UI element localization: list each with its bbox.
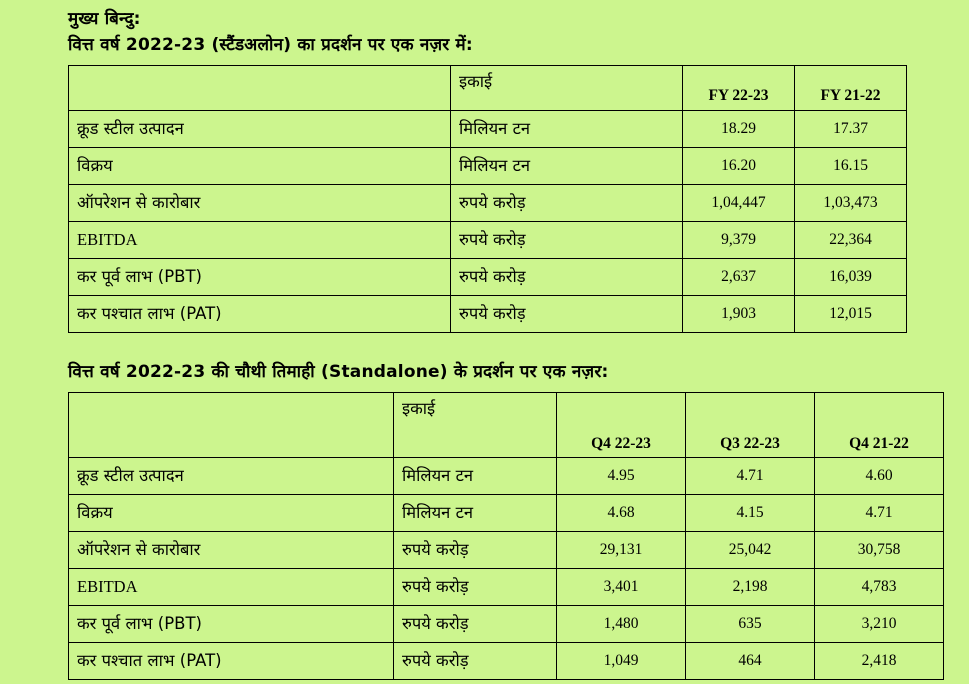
header-fy2122-cell: FY 21-22 [795, 65, 907, 110]
table-header-row [69, 392, 944, 457]
header-q3-2223-cell: Q3 22-23 [686, 392, 815, 457]
row-value-q4-2223: 4.95 [557, 457, 686, 494]
table-row [69, 221, 907, 258]
row-label: EBITDA [69, 221, 451, 258]
row-label: ऑपरेशन से कारोबार [69, 184, 451, 221]
row-unit: मिलियन टन [394, 494, 557, 531]
row-unit: मिलियन टन [451, 147, 683, 184]
row-value-fy2122: 16,039 [795, 258, 907, 295]
quarter-section-subtitle: वित्त वर्ष 2022-23 की चौथी तिमाही (Standalone) के प्रदर्शन पर एक नज़र: [68, 361, 609, 382]
header-blank-cell [69, 65, 451, 110]
row-label: क्रूड स्टील उत्पादन [69, 110, 451, 147]
row-value-q3-2223: 25,042 [686, 531, 815, 568]
row-label: कर पश्चात लाभ (PAT) [69, 295, 451, 332]
row-label: कर पश्चात लाभ (PAT) [69, 642, 394, 679]
row-label: कर पूर्व लाभ (PBT) [69, 258, 451, 295]
row-value-q4-2122: 30,758 [815, 531, 944, 568]
row-value-fy2223: 2,637 [683, 258, 795, 295]
header-fy2223-cell: FY 22-23 [683, 65, 795, 110]
annual-section-subtitle: वित्त वर्ष 2022-23 (स्टैंडअलोन) का प्रदर्शन पर एक नज़र में: [68, 34, 473, 55]
row-value-q4-2223: 4.68 [557, 494, 686, 531]
row-value-q4-2122: 2,418 [815, 642, 944, 679]
annual-performance-table [68, 65, 907, 333]
row-value-q3-2223: 4.15 [686, 494, 815, 531]
row-unit: मिलियन टन [394, 457, 557, 494]
row-value-fy2223: 1,04,447 [683, 184, 795, 221]
row-value-fy2223: 9,379 [683, 221, 795, 258]
row-value-q3-2223: 464 [686, 642, 815, 679]
row-label: विक्रय [69, 147, 451, 184]
row-unit: रुपये करोड़ [451, 221, 683, 258]
row-value-q4-2122: 4,783 [815, 568, 944, 605]
row-unit: मिलियन टन [451, 110, 683, 147]
row-value-q4-2223: 1,480 [557, 605, 686, 642]
page-title: मुख्य बिन्दु: [68, 9, 141, 29]
header-blank-cell [69, 392, 394, 457]
table-row [69, 295, 907, 332]
row-value-q4-2223: 29,131 [557, 531, 686, 568]
table-row [69, 605, 944, 642]
table-row [69, 258, 907, 295]
row-value-q4-2223: 1,049 [557, 642, 686, 679]
quarterly-performance-table [68, 392, 944, 680]
header-unit-cell: इकाई [394, 392, 557, 457]
table-row [69, 531, 944, 568]
row-value-q3-2223: 2,198 [686, 568, 815, 605]
row-value-q3-2223: 635 [686, 605, 815, 642]
table-row [69, 147, 907, 184]
row-unit: रुपये करोड़ [394, 531, 557, 568]
row-unit: रुपये करोड़ [451, 295, 683, 332]
row-label: विक्रय [69, 494, 394, 531]
table-row [69, 457, 944, 494]
header-unit-cell: इकाई [451, 65, 683, 110]
table-row [69, 184, 907, 221]
row-label: क्रूड स्टील उत्पादन [69, 457, 394, 494]
row-label: ऑपरेशन से कारोबार [69, 531, 394, 568]
row-value-q3-2223: 4.71 [686, 457, 815, 494]
row-value-fy2122: 1,03,473 [795, 184, 907, 221]
section-spacer [68, 333, 969, 361]
row-value-fy2122: 16.15 [795, 147, 907, 184]
row-value-fy2223: 1,903 [683, 295, 795, 332]
table-row [69, 110, 907, 147]
row-value-fy2223: 18.29 [683, 110, 795, 147]
header-q4-2122-cell: Q4 21-22 [815, 392, 944, 457]
row-unit: रुपये करोड़ [394, 642, 557, 679]
row-unit: रुपये करोड़ [451, 184, 683, 221]
table-row [69, 568, 944, 605]
header-q4-2223-cell: Q4 22-23 [557, 392, 686, 457]
table-header-row [69, 65, 907, 110]
row-unit: रुपये करोड़ [394, 605, 557, 642]
row-value-fy2122: 17.37 [795, 110, 907, 147]
table-row [69, 642, 944, 679]
row-value-fy2223: 16.20 [683, 147, 795, 184]
row-value-fy2122: 22,364 [795, 221, 907, 258]
row-value-fy2122: 12,015 [795, 295, 907, 332]
row-label: EBITDA [69, 568, 394, 605]
row-value-q4-2122: 4.71 [815, 494, 944, 531]
row-value-q4-2223: 3,401 [557, 568, 686, 605]
row-unit: रुपये करोड़ [451, 258, 683, 295]
row-value-q4-2122: 4.60 [815, 457, 944, 494]
row-value-q4-2122: 3,210 [815, 605, 944, 642]
table-row [69, 494, 944, 531]
row-unit: रुपये करोड़ [394, 568, 557, 605]
row-label: कर पूर्व लाभ (PBT) [69, 605, 394, 642]
